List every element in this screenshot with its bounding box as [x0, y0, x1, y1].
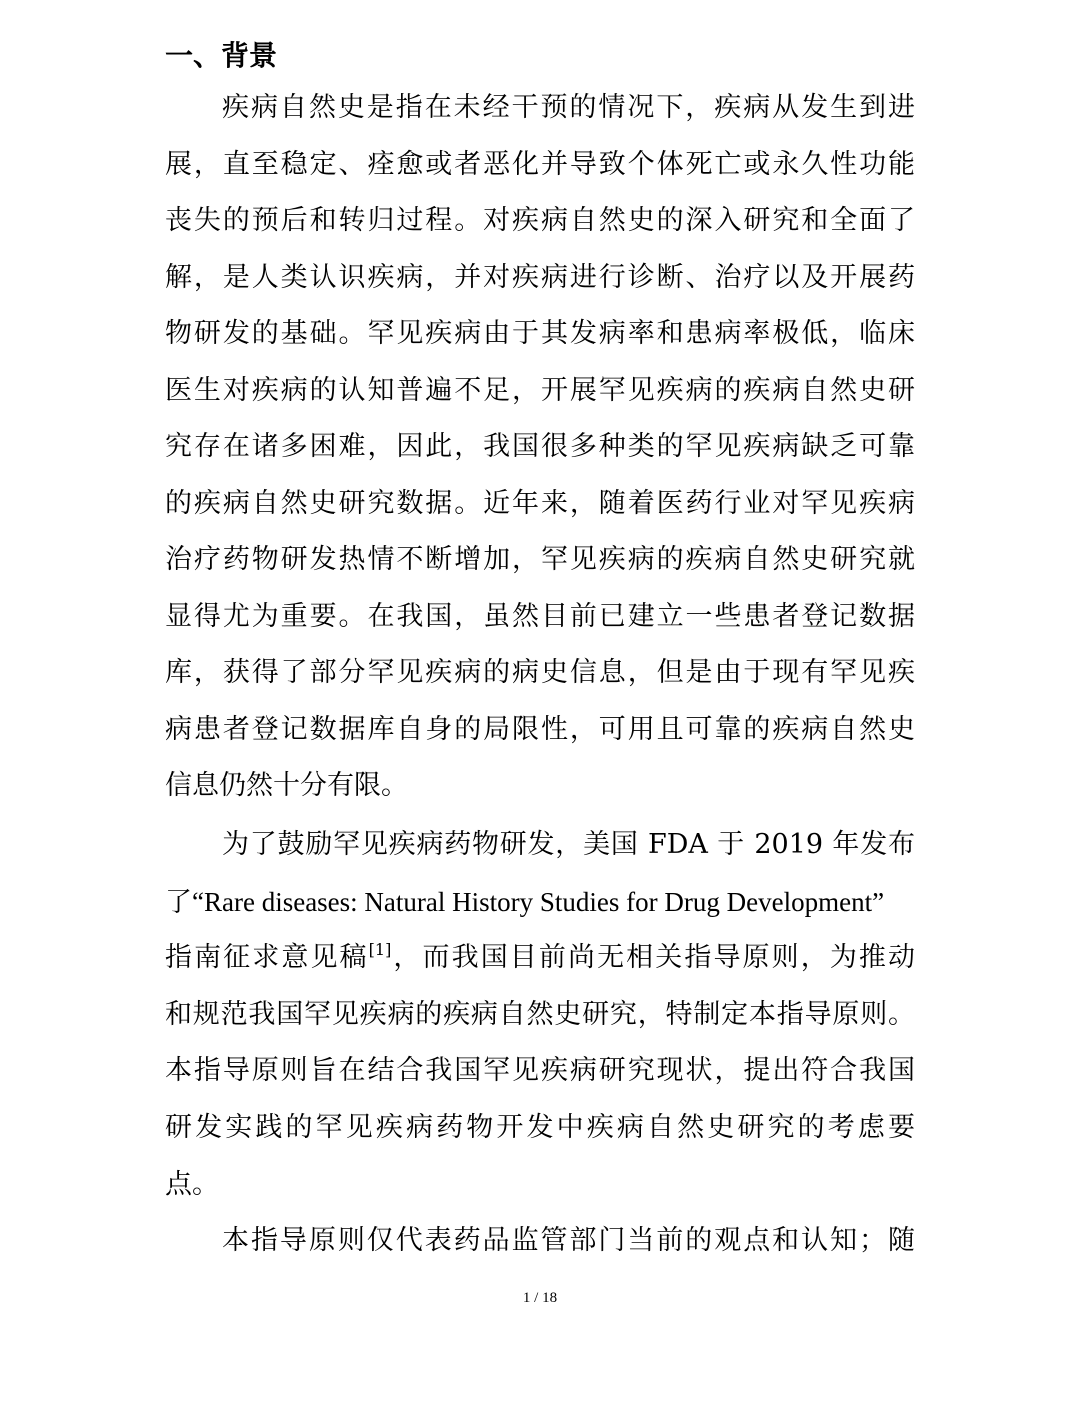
text-line: 显得尤为重要。在我国，虽然目前已建立一些患者登记数据 — [165, 601, 915, 632]
text-line: 研发实践的罕见疾病药物开发中疾病自然史研究的考虑要 — [165, 1112, 915, 1143]
text-line: 究存在诸多困难，因此，我国很多种类的罕见疾病缺乏可靠 — [165, 431, 915, 462]
text-line: 信息仍然十分有限。 — [165, 770, 408, 801]
text-line: 治疗药物研发热情不断增加，罕见疾病的疾病自然史研究就 — [165, 544, 915, 575]
text-line — [165, 940, 915, 976]
text-segment: ，而我国目前尚无相关指导原则，为推动 — [391, 942, 916, 973]
text-line: 了“Rare diseases: Natural History Studies for Drug Development” — [165, 887, 885, 917]
text-line: 本指导原则仅代表药品监管部门当前的观点和认知；随 — [222, 1225, 915, 1256]
text-line: 疾病自然史是指在未经干预的情况下，疾病从发生到进 — [222, 92, 915, 123]
text-line: 和规范我国罕见疾病的疾病自然史研究，特制定本指导原则。 — [165, 999, 915, 1030]
text-line: 展，直至稳定、痊愈或者恶化并导致个体死亡或永久性功能 — [165, 149, 915, 180]
text-line: 为了鼓励罕见疾病药物研发，美国 FDA 于 2019 年发布 — [222, 829, 915, 860]
text-line: 医生对疾病的认知普遍不足，开展罕见疾病的疾病自然史研 — [165, 375, 915, 406]
section-heading: 一、背景 — [165, 39, 278, 72]
text-line: 物研发的基础。罕见疾病由于其发病率和患病率极低，临床 — [165, 318, 915, 349]
text-line: 库，获得了部分罕见疾病的病史信息，但是由于现有罕见疾 — [165, 657, 915, 688]
text-line: 点。 — [165, 1169, 219, 1200]
page-number: 1 / 18 — [522, 1290, 558, 1306]
text-line: 解，是人类认识疾病，并对疾病进行诊断、治疗以及开展药 — [165, 262, 915, 293]
text-segment: 指南征求意见稿 — [165, 942, 369, 973]
text-line: 本指导原则旨在结合我国罕见疾病研究现状，提出符合我国 — [165, 1055, 915, 1086]
citation-ref[interactable]: [1] — [368, 940, 392, 959]
text-line: 病患者登记数据库自身的局限性，可用且可靠的疾病自然史 — [165, 714, 915, 745]
text-line: 的疾病自然史研究数据。近年来，随着医药行业对罕见疾病 — [165, 488, 915, 519]
text-line: 丧失的预后和转归过程。对疾病自然史的深入研究和全面了 — [165, 205, 915, 236]
